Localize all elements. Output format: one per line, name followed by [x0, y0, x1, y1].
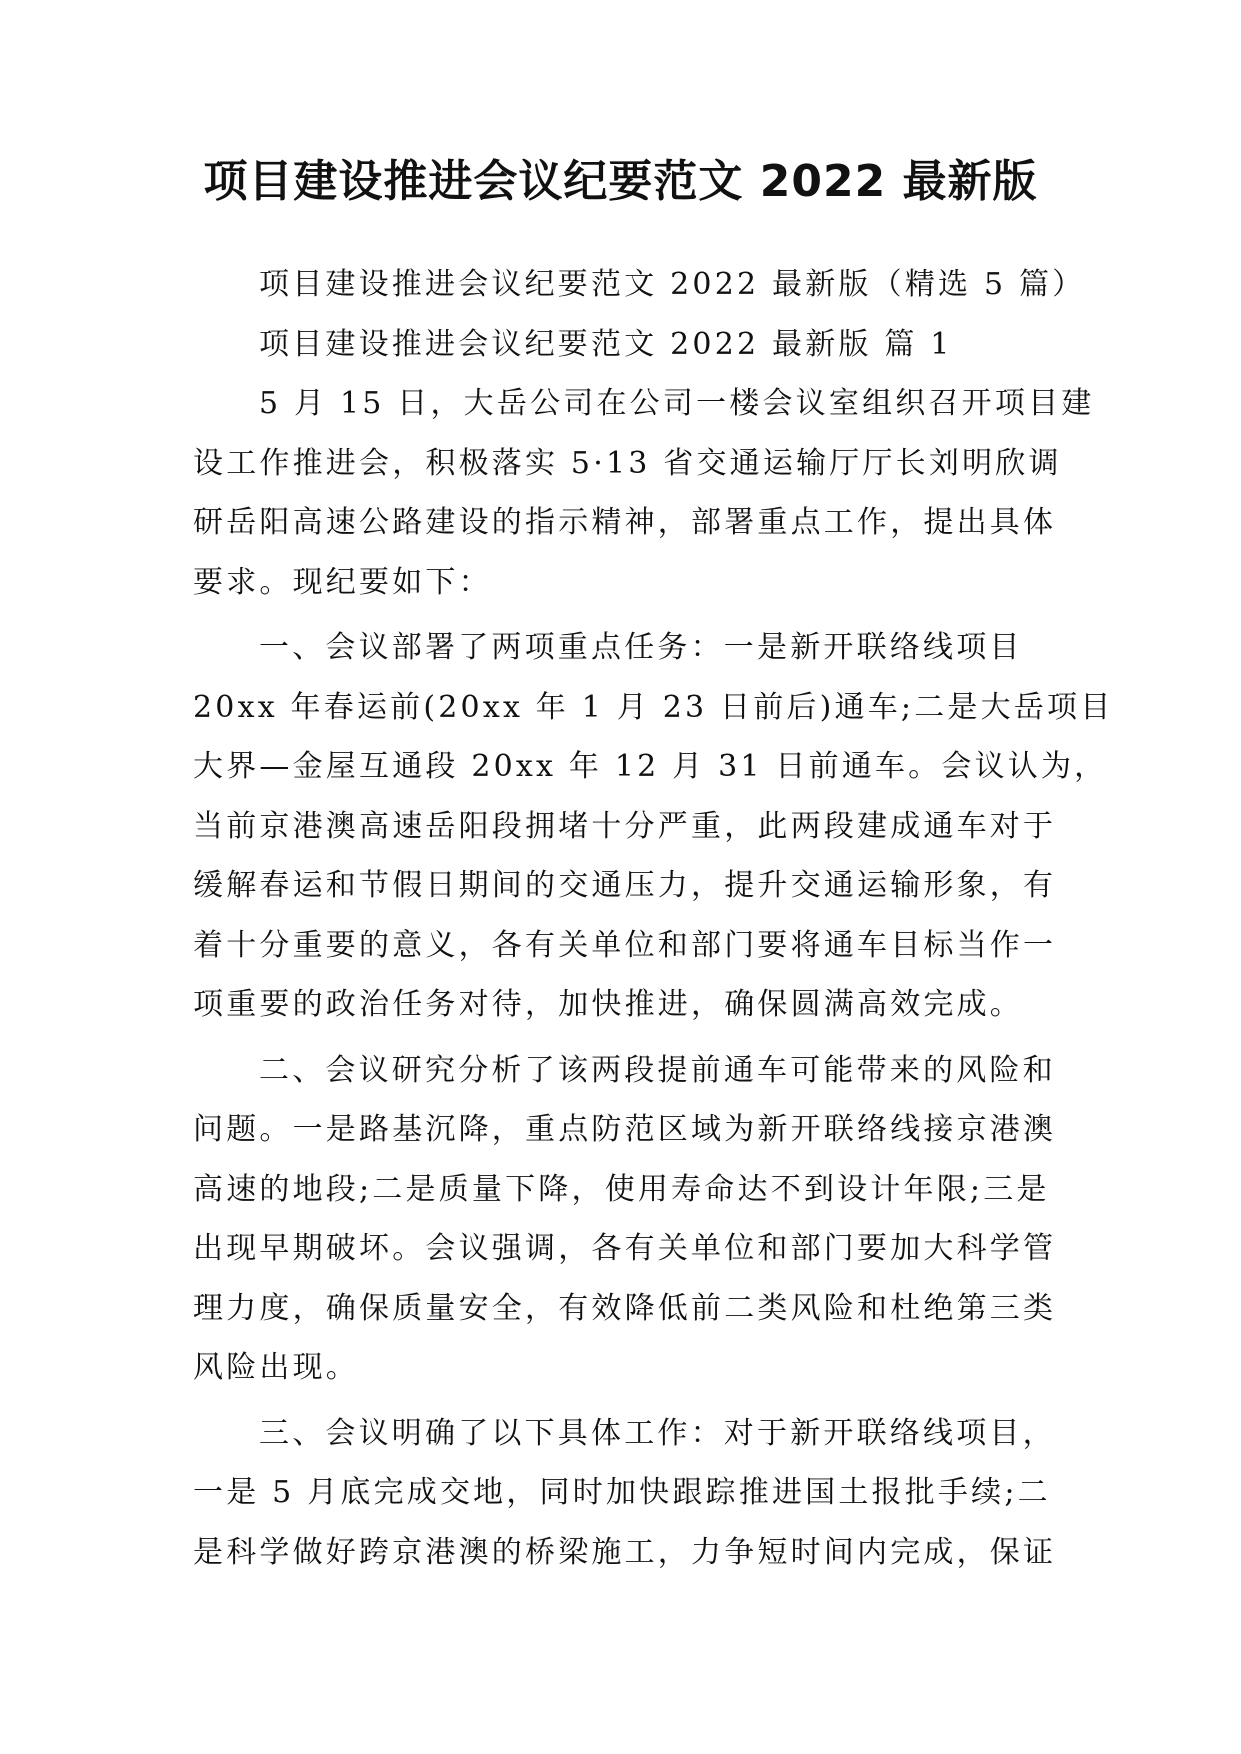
paragraph-line: 三、会议明确了以下具体工作：对于新开联络线项目， [259, 1415, 1056, 1451]
paragraph-line: 大界—金屋互通段 20xx 年 12 月 31 日前通车。会议认为， [193, 749, 1108, 784]
paragraph-line: 缓解春运和节假日期间的交通压力，提升交通运输形象，有 [193, 868, 1057, 903]
paragraph-line: 理力度，确保质量安全，有效降低前二类风险和杜绝第三类 [193, 1290, 1057, 1326]
paragraph-line: 风险出现。 [193, 1350, 359, 1385]
subtitle-line: 项目建设推进会议纪要范文 2022 最新版（精选 5 篇） [259, 267, 1086, 302]
paragraph-line: 研岳阳高速公路建设的指示精神，部署重点工作，提出具体 [193, 505, 1057, 540]
paragraph-line: 5 月 15 日，大岳公司在公司一楼会议室组织召开项目建 [259, 386, 1095, 421]
paragraph-line: 设工作推进会，积极落实 5·13 省交通运输厅厅长刘明欣调 [193, 445, 1062, 481]
paragraph-line: 高速的地段;二是质量下降，使用寿命达不到设计年限;三是 [193, 1171, 1050, 1207]
section-heading: 项目建设推进会议纪要范文 2022 最新版 篇 1 [259, 326, 953, 362]
paragraph-line: 当前京港澳高速岳阳段拥堵十分严重，此两段建成通车对于 [193, 808, 1057, 844]
document-title: 项目建设推进会议纪要范文 2022 最新版 [203, 156, 1038, 207]
paragraph-line: 是科学做好跨京港澳的桥梁施工，力争短时间内完成，保证 [193, 1534, 1057, 1570]
paragraph-line: 项重要的政治任务对待，加快推进，确保圆满高效完成。 [193, 987, 1023, 1022]
document-body [193, 255, 1114, 1582]
paragraph-line: 一、会议部署了两项重点任务：一是新开联络线项目 [259, 630, 1023, 665]
paragraph-line: 一是 5 月底完成交地，同时加快跟踪推进国土报批手续;二 [193, 1475, 1051, 1510]
paragraph-line: 着十分重要的意义，各有关单位和部门要将通车目标当作一 [193, 927, 1057, 963]
paragraph-line: 二、会议研究分析了该两段提前通车可能带来的风险和 [259, 1052, 1056, 1088]
paragraph-line: 20xx 年春运前(20xx 年 1 月 23 日前后)通车;二是大岳项目 [193, 689, 1114, 725]
paragraph-line: 要求。现纪要如下： [193, 564, 492, 600]
paragraph-line: 问题。一是路基沉降，重点防范区域为新开联络线接京港澳 [193, 1112, 1057, 1147]
paragraph-line: 出现早期破坏。会议强调，各有关单位和部门要加大科学管 [193, 1231, 1057, 1266]
